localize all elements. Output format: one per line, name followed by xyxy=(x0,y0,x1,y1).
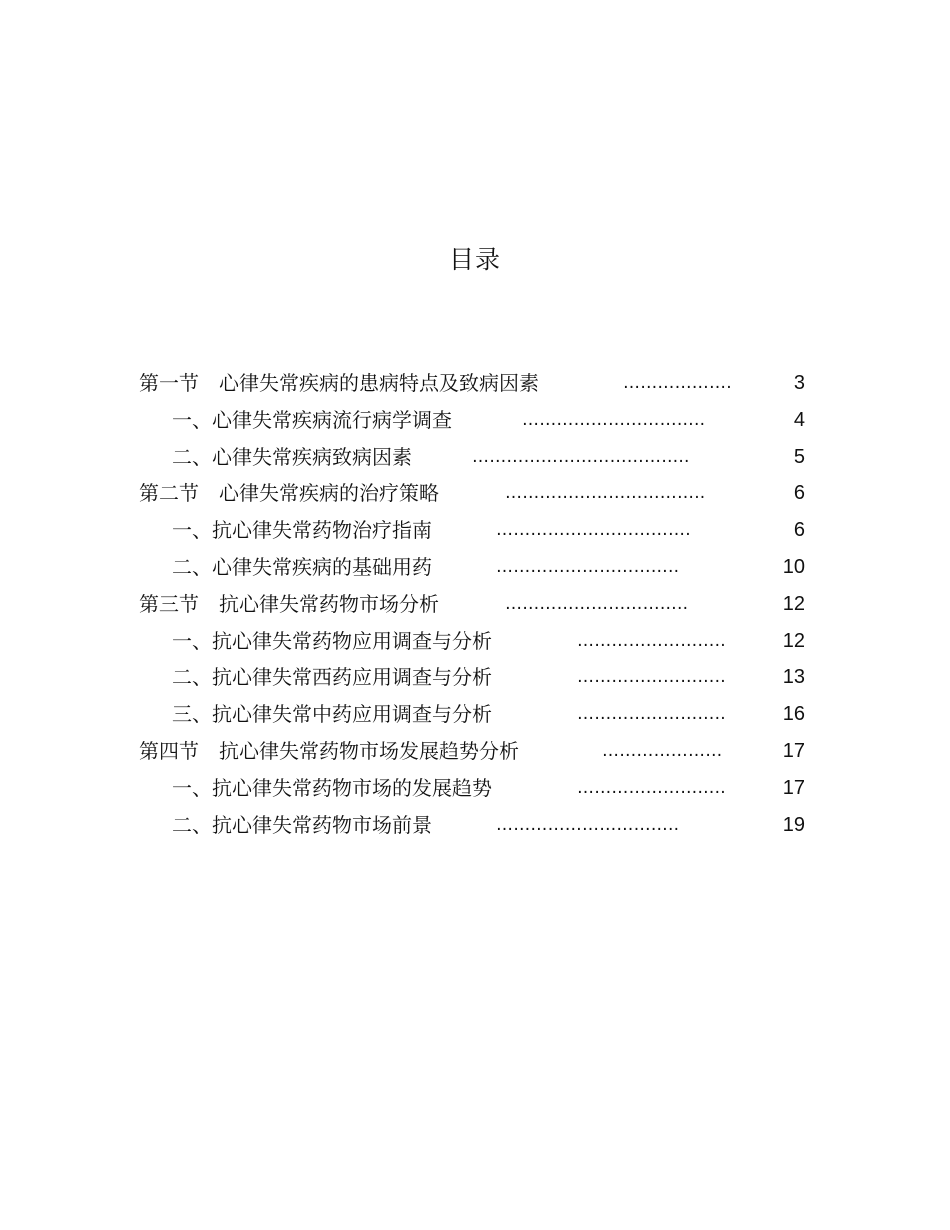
toc-section-entry[interactable] xyxy=(0,586,950,623)
toc-page-number: 19 xyxy=(782,813,805,836)
toc-page-number: 6 xyxy=(793,519,805,542)
toc-title: 目录 xyxy=(448,245,501,274)
toc-entry-label: 二、抗心律失常药物市场前景 xyxy=(172,812,432,837)
toc-page-number: 17 xyxy=(782,739,805,762)
toc-section-title: 心律失常疾病的患病特点及致病因素 xyxy=(219,371,539,395)
toc-page-number: 12 xyxy=(782,592,805,615)
toc-leader-dots: ………………………….. xyxy=(505,593,689,614)
toc-subsection-entry[interactable] xyxy=(0,696,950,733)
toc-subsection-entry[interactable] xyxy=(0,659,950,696)
toc-subsection-entry[interactable] xyxy=(0,623,950,660)
toc-entry-label: 一、心律失常疾病流行病学调查 xyxy=(172,407,452,432)
toc-entry-label xyxy=(139,479,439,507)
toc-entry-label: 一、抗心律失常药物治疗指南 xyxy=(172,518,432,543)
toc-entry-label xyxy=(139,590,439,618)
toc-page-number: 5 xyxy=(793,445,805,468)
toc-page-number: 13 xyxy=(782,666,805,689)
toc-section-number: 第四节 xyxy=(139,738,199,763)
toc-leader-dots: ………………… xyxy=(602,740,723,761)
toc-leader-dots: ………………………….. xyxy=(496,814,680,835)
toc-leader-dots: ………………………….. xyxy=(496,556,680,577)
toc-section-number: 第一节 xyxy=(139,371,199,395)
toc-section-number: 第二节 xyxy=(139,481,199,506)
toc-section-number: 第三节 xyxy=(139,591,199,616)
toc-subsection-entry[interactable] xyxy=(0,512,950,549)
toc-entry-label: 一、抗心律失常药物应用调查与分析 xyxy=(172,628,492,653)
toc-leader-dots: ……………………………….. xyxy=(472,446,690,467)
toc-page-number: 4 xyxy=(793,408,805,431)
toc-section-entry[interactable] xyxy=(0,475,950,512)
toc-leader-dots: ………………. xyxy=(623,373,732,393)
toc-leader-dots: ……………………………. xyxy=(496,520,691,541)
toc-leader-dots: …………………….. xyxy=(577,667,726,688)
toc-leader-dots: …………………….. xyxy=(577,704,726,725)
toc-leader-dots: …………………….. xyxy=(577,777,726,798)
toc-entry-label: 二、心律失常疾病的基础用药 xyxy=(172,554,432,579)
toc-section-entry[interactable] xyxy=(0,733,950,770)
toc-list xyxy=(0,365,950,843)
toc-subsection-entry[interactable] xyxy=(0,439,950,476)
toc-section-title: 抗心律失常药物市场发展趋势分析 xyxy=(219,738,519,763)
toc-entry-label: 一、抗心律失常药物市场的发展趋势 xyxy=(172,775,492,800)
toc-leader-dots: …………………………….. xyxy=(505,483,706,504)
toc-page-number: 17 xyxy=(782,776,805,799)
toc-subsection-entry[interactable] xyxy=(0,807,950,844)
toc-entry-label: 二、心律失常疾病致病因素 xyxy=(172,444,412,469)
toc-leader-dots: ………………………….. xyxy=(522,409,706,430)
toc-entry-label xyxy=(139,737,519,765)
toc-entry-label: 三、抗心律失常中药应用调查与分析 xyxy=(172,702,492,727)
toc-entry-label xyxy=(139,369,539,397)
toc-section-title: 抗心律失常药物市场分析 xyxy=(219,591,439,616)
toc-subsection-entry[interactable] xyxy=(0,549,950,586)
toc-page-number: 3 xyxy=(793,372,805,394)
toc-section-title: 心律失常疾病的治疗策略 xyxy=(219,481,439,506)
toc-page-number: 16 xyxy=(782,703,805,726)
toc-section-entry[interactable] xyxy=(0,365,950,402)
toc-page-number: 10 xyxy=(782,555,805,578)
toc-leader-dots: …………………….. xyxy=(577,630,726,651)
toc-subsection-entry[interactable] xyxy=(0,770,950,807)
toc-entry-label: 二、抗心律失常西药应用调查与分析 xyxy=(172,665,492,690)
toc-subsection-entry[interactable] xyxy=(0,402,950,439)
toc-page-number: 6 xyxy=(793,482,805,505)
toc-page-number: 12 xyxy=(782,629,805,652)
